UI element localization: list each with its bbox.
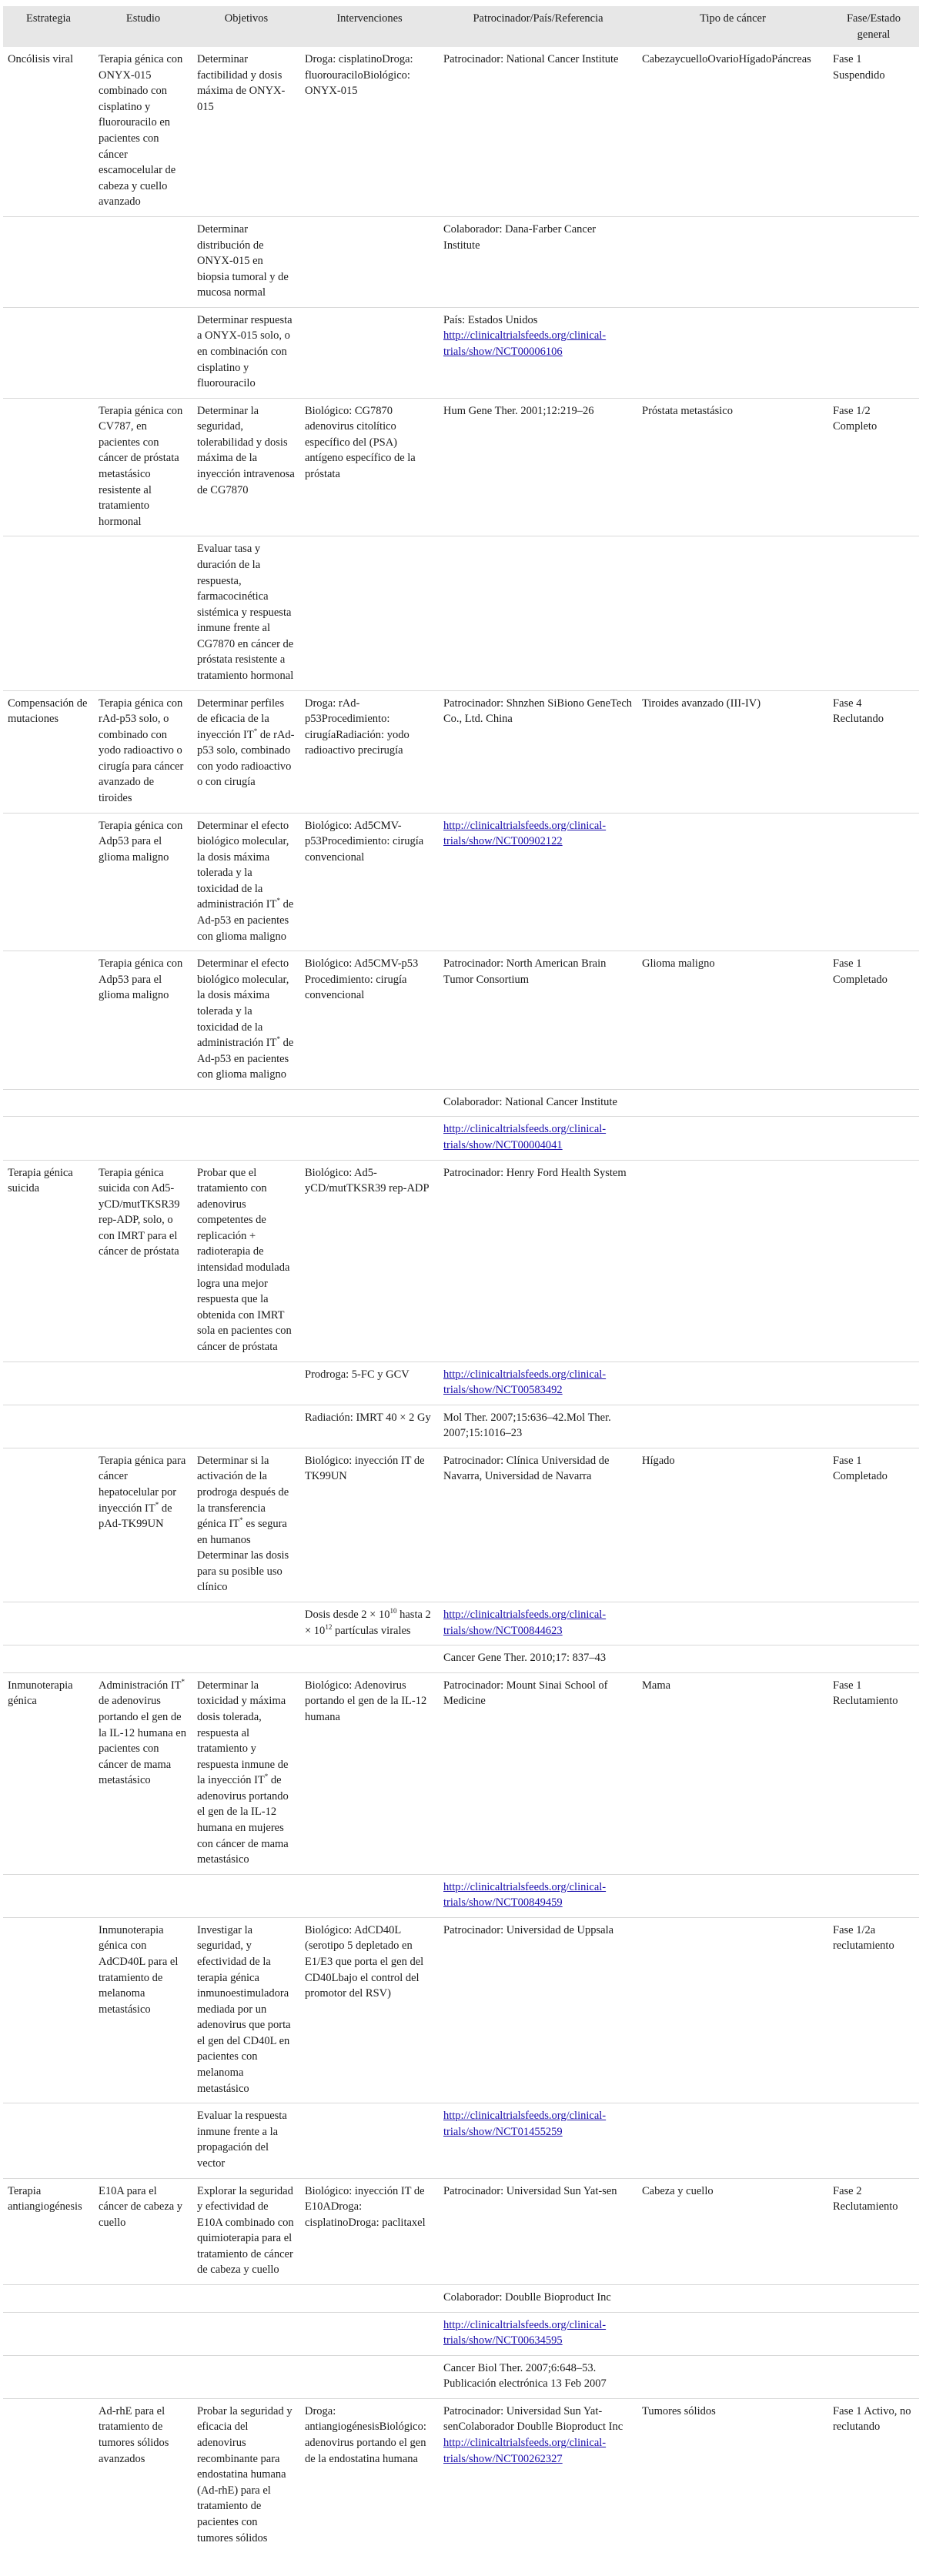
clinical-trials-table [3,6,919,2552]
table-row [3,536,919,690]
table-row [3,2285,919,2313]
table-row [3,1874,919,1917]
trial-link[interactable]: http://clinicaltrialsfeeds.org/clinical-trials/show/NCT00844623 [443,1609,607,1637]
cell-estrategia [3,1117,94,1160]
cell-intervenciones [300,1089,439,1117]
cell-estrategia [3,1602,94,1645]
cell-tipo-cancer [637,1602,828,1645]
trial-link[interactable]: http://clinicaltrialsfeeds.org/clinical-trials/show/NCT00004041 [443,1123,607,1151]
cell-intervenciones [300,2312,439,2355]
footnote-marker: * [264,1772,269,1781]
cell-patrocinador: Patrocinador: Universidad Sun Yat-sen [439,2178,637,2284]
cell-patrocinador: Patrocinador: Shnzhen SiBiono GeneTech Co., Ltd. China [439,690,637,813]
table-body [3,47,919,2552]
cell-estudio [94,1874,192,1917]
cell-objetivos: Determinar distribución de ONYX-015 en biopsia tumoral y de mucosa normal [192,216,300,307]
table-row [3,1405,919,1448]
table-row [3,951,919,1090]
cell-fase-estado [828,216,919,307]
cell-estudio: Inmunoterapia génica con AdCD40L para el tratamiento de melanoma metastásico [94,1917,192,2103]
cell-intervenciones: Prodroga: 5-FC y GCV [300,1362,439,1405]
cell-patrocinador: Colaborador: National Cancer Institute [439,1089,637,1117]
cell-estrategia [3,1645,94,1673]
cell-objetivos: Explorar la seguridad y efectividad de E10A combinado con quimioterapia para el tratamiento de cáncer de cabeza y cuello [192,2178,300,2284]
cell-intervenciones [300,1645,439,1673]
cell-estudio: Terapia génica con rAd-p53 solo, o combinado con yodo radioactivo o cirugía para cáncer avanzado de tiroides [94,690,192,813]
cell-intervenciones: Droga: antiangiogénesisBiológico: adenovirus portando el gen de la endostatina humana [300,2398,439,2552]
cell-intervenciones: Dosis desde $2 \times 10^{10}$ hasta $2 \times 10^{12}$ partículas virales [300,1602,439,1645]
cell-tipo-cancer [637,1117,828,1160]
header-patrocinador: Patrocinador/País/Referencia [439,6,637,47]
cell-patrocinador: Patrocinador: Universidad de Uppsala [439,1917,637,2103]
cell-intervenciones [300,2103,439,2178]
cell-objetivos [192,1645,300,1673]
cell-estudio: Terapia génica para cáncer hepatocelular por inyección IT* de pAd-TK99UN [94,1448,192,1602]
cell-objetivos [192,2312,300,2355]
cell-objetivos: Determinar si la activación de la prodroga después de la transferencia génica IT* es segura en humanos Determinar las dosis para su posible uso clínico [192,1448,300,1602]
cell-intervenciones: Droga: rAd-p53Procedimiento: cirugíaRadiación: yodo radioactivo precirugía [300,690,439,813]
cell-patrocinador: País: Estados Unidos http://clinicaltrialsfeeds.org/clinical-trials/show/NCT00006106 [439,307,637,398]
table-row [3,216,919,307]
cell-estrategia [3,1405,94,1448]
cell-patrocinador [439,2312,637,2355]
cell-fase-estado [828,1874,919,1917]
cell-patrocinador: Hum Gene Ther. 2001;12:219–26 [439,398,637,536]
cell-intervenciones [300,1117,439,1160]
footnote-marker: * [253,727,258,735]
cell-estudio [94,1645,192,1673]
cell-patrocinador [439,536,637,690]
footnote-marker: * [155,1500,159,1509]
cell-objetivos: Evaluar la respuesta inmune frente a la propagación del vector [192,2103,300,2178]
cell-objetivos: Determinar el efecto biológico molecular, la dosis máxima tolerada y la toxicidad de la administración IT* de Ad-p53 en pacientes con glioma maligno [192,951,300,1090]
cell-objetivos: Determinar respuesta a ONYX-015 solo, o en combinación con cisplatino y fluorouracilo [192,307,300,398]
cell-patrocinador [439,813,637,951]
cell-estudio [94,307,192,398]
cell-objetivos: Determinar perfiles de eficacia de la inyección IT* de rAd-p53 solo, combinado con yodo radioactivo o con cirugía [192,690,300,813]
cell-fase-estado [828,1089,919,1117]
cell-patrocinador [439,2103,637,2178]
cell-intervenciones: Biológico: Ad5CMV-p53 Procedimiento: cirugía convencional [300,951,439,1090]
cell-estrategia [3,2398,94,2552]
cell-tipo-cancer [637,1089,828,1117]
cell-intervenciones: Biológico: inyección IT de E10ADroga: cisplatinoDroga: paclitaxel [300,2178,439,2284]
trial-link[interactable]: http://clinicaltrialsfeeds.org/clinical-trials/show/NCT01455259 [443,2110,607,2138]
cell-fase-estado [828,1160,919,1362]
cell-estrategia [3,951,94,1090]
cell-fase-estado [828,1117,919,1160]
cell-patrocinador: Colaborador: Dana-Farber Cancer Institute [439,216,637,307]
table-row [3,307,919,398]
footnote-marker: * [276,897,280,905]
cell-intervenciones: Biológico: AdCD40L (serotipo 5 depletado en E1/E3 que porta el gen del CD40Lbajo el control del promotor del RSV) [300,1917,439,2103]
cell-objetivos: Investigar la seguridad, y efectividad de la terapia génica inmunoestimuladora mediada por un adenovirus que porta el gen del CD40L en pacientes con melanoma metastásico [192,1917,300,2103]
cell-tipo-cancer [637,813,828,951]
cell-patrocinador: Patrocinador: North American Brain Tumor Consortium [439,951,637,1090]
cell-fase-estado: Fase 1 Completado [828,951,919,1090]
table-row [3,2355,919,2398]
cell-tipo-cancer: Cabeza y cuello [637,2178,828,2284]
cell-tipo-cancer [637,2285,828,2313]
cell-estrategia [3,2355,94,2398]
cell-estrategia [3,2312,94,2355]
table-row [3,2178,919,2284]
cell-objetivos [192,2355,300,2398]
footnote-marker: * [181,1677,186,1686]
cell-estudio: Terapia génica con CV787, en pacientes con cáncer de próstata metastásico resistente al tratamiento hormonal [94,398,192,536]
cell-fase-estado: Fase 1 Completado [828,1448,919,1602]
trial-link[interactable]: http://clinicaltrialsfeeds.org/clinical-trials/show/NCT00583492 [443,1368,607,1397]
cell-intervenciones [300,1874,439,1917]
cell-fase-estado: Fase 1 Reclutamiento [828,1672,919,1874]
cell-objetivos [192,1089,300,1117]
cell-estrategia [3,813,94,951]
cell-intervenciones: Biológico: Ad5CMV-p53Procedimiento: cirugía convencional [300,813,439,951]
header-estrategia: Estrategia [3,6,94,47]
cell-estudio: E10A para el cáncer de cabeza y cuello [94,2178,192,2284]
cell-estudio: Terapia génica suicida con Ad5-yCD/mutTKSR39 rep-ADP, solo, o con IMRT para el cáncer de próstata [94,1160,192,1362]
table-row [3,1117,919,1160]
cell-objetivos [192,1874,300,1917]
table-row [3,1089,919,1117]
cell-intervenciones [300,307,439,398]
table-row [3,1645,919,1673]
cell-patrocinador: Patrocinador: National Cancer Institute [443,53,619,66]
cell-patrocinador [439,1874,637,1917]
cell-objetivos [192,1602,300,1645]
cell-intervenciones [300,2285,439,2313]
cell-intervenciones [300,216,439,307]
cell-estrategia [3,1874,94,1917]
cell-fase-estado [828,2285,919,2313]
cell-estudio [94,2103,192,2178]
table-row [3,2312,919,2355]
cell-fase-estado [828,1405,919,1448]
trial-link[interactable]: http://clinicaltrialsfeeds.org/clinical-trials/show/NCT00006106 [443,329,607,358]
cell-fase-estado: Fase 2 Reclutamiento [828,2178,919,2284]
cell-patrocinador: Patrocinador: Mount Sinai School of Medicine [439,1672,637,1874]
cell-patrocinador: Colaborador: Doublle Bioproduct Inc [439,2285,637,2313]
table-header-row [3,6,919,47]
cell-tipo-cancer [637,2103,828,2178]
cell-intervenciones: Biológico: Adenovirus portando el gen de la IL-12 humana [300,1672,439,1874]
cell-objetivos: Determinar la seguridad, tolerabilidad y dosis máxima de la inyección intravenosa de CG7870 [192,398,300,536]
cell-intervenciones: Biológico: CG7870 adenovirus citolítico específico del (PSA) antígeno específico de la próstata [300,398,439,536]
cell-tipo-cancer: CabezaycuelloOvarioHígadoPáncreas [642,53,811,66]
header-intervenciones: Intervenciones [300,6,439,47]
cell-estudio [94,2285,192,2313]
cell-estudio: Terapia génica con ONYX-015 combinado con cisplatino y fluorouracilo en pacientes con cáncer escamocelular de cabeza y cuello avanzado [99,53,183,209]
cell-fase-estado [828,1362,919,1405]
cell-fase-estado [828,1602,919,1645]
table-row [3,2398,919,2552]
cell-estudio [94,2355,192,2398]
cell-patrocinador: Mol Ther. 2007;15:636–42.Mol Ther. 2007;15:1016–23 [439,1405,637,1448]
header-objetivos: Objetivos [192,6,300,47]
cell-estudio: Terapia génica con Adp53 para el glioma maligno [94,813,192,951]
cell-patrocinador: Patrocinador: Clínica Universidad de Navarra, Universidad de Navarra [439,1448,637,1602]
cell-estrategia: Inmunoterapia génica [3,1672,94,1874]
cell-intervenciones: Radiación: IMRT 40 × 2 Gy [300,1405,439,1448]
cell-estrategia [3,536,94,690]
cell-patrocinador: Patrocinador: Henry Ford Health System [439,1160,637,1362]
cell-fase-estado [828,1645,919,1673]
cell-objetivos: Determinar la toxicidad y máxima dosis tolerada, respuesta al tratamiento y respuesta inmune de la inyección IT* de adenovirus portando el gen de la IL-12 humana en mujeres con cáncer de mama metastásico [192,1672,300,1874]
cell-estudio: Ad-rhE para el tratamiento de tumores sólidos avanzados [94,2398,192,2552]
cell-tipo-cancer [637,1362,828,1405]
cell-estudio: Terapia génica con Adp53 para el glioma maligno [94,951,192,1090]
cell-tipo-cancer: Próstata metastásico [637,398,828,536]
cell-fase-estado [828,536,919,690]
cell-objetivos [192,1405,300,1448]
cell-estrategia [3,1362,94,1405]
trial-link[interactable]: http://clinicaltrialsfeeds.org/clinical-trials/show/NCT00849459 [443,1880,607,1909]
cell-estrategia [3,398,94,536]
table-row [3,398,919,536]
cell-patrocinador [439,1362,637,1405]
cell-estrategia [3,1089,94,1117]
cell-intervenciones: Biológico: inyección IT de TK99UN [300,1448,439,1602]
header-tipo-cancer: Tipo de cáncer [637,6,828,47]
table-row [3,1448,919,1602]
cell-objetivos [192,2285,300,2313]
cell-estudio [94,216,192,307]
header-estudio: Estudio [94,6,192,47]
cell-fase-estado [828,2312,919,2355]
cell-tipo-cancer: Tiroides avanzado (III-IV) [637,690,828,813]
cell-patrocinador: Patrocinador: Universidad Sun Yat-senColaborador Doublle Bioproduct Inc http://clinicaltrialsfeeds.org/clinical-trials/show/NCT00262327 [439,2398,637,2552]
table-row [3,1917,919,2103]
cell-estrategia: Oncólisis viral [8,53,73,66]
cell-fase-estado: Fase 1/2a reclutamiento [828,1917,919,2103]
cell-intervenciones [300,536,439,690]
cell-tipo-cancer [637,1405,828,1448]
cell-tipo-cancer [637,1160,828,1362]
cell-tipo-cancer: Hígado [637,1448,828,1602]
cell-tipo-cancer: Glioma maligno [637,951,828,1090]
cell-tipo-cancer [637,2312,828,2355]
trial-link[interactable]: http://clinicaltrialsfeeds.org/clinical-trials/show/NCT00634595 [443,2318,607,2347]
table-row [3,1672,919,1874]
cell-fase-estado [828,2355,919,2398]
cell-estrategia [3,2103,94,2178]
cell-estrategia: Terapia génica suicida [3,1160,94,1362]
cell-fase-estado [828,813,919,951]
cell-patrocinador [439,1602,637,1645]
cell-fase-estado [828,2103,919,2178]
cell-objetivos [192,1362,300,1405]
cell-estudio: Administración IT* de adenovirus portando el gen de la IL-12 humana en pacientes con cáncer de mama metastásico [94,1672,192,1874]
cell-tipo-cancer [637,216,828,307]
cell-intervenciones: Biológico: Ad5-yCD/mutTKSR39 rep-ADP [300,1160,439,1362]
cell-intervenciones [300,2355,439,2398]
cell-tipo-cancer: Tumores sólidos [637,2398,828,2552]
cell-tipo-cancer [637,2355,828,2398]
cell-fase-estado: Fase 1/2 Completo [828,398,919,536]
table-row [3,1362,919,1405]
table-row [3,1160,919,1362]
cell-estrategia: Compensación de mutaciones [3,690,94,813]
cell-fase-estado: Fase 1 Suspendido [833,53,885,82]
cell-estudio [94,2312,192,2355]
cell-tipo-cancer [637,1645,828,1673]
cell-estudio [94,1362,192,1405]
cell-estrategia [3,216,94,307]
cell-fase-estado: Fase 4 Reclutando [828,690,919,813]
table-row [3,813,919,951]
cell-fase-estado [828,307,919,398]
footnote-marker: * [276,1035,280,1044]
cell-estudio [94,536,192,690]
cell-objetivos: Determinar el efecto biológico molecular, la dosis máxima tolerada y la toxicidad de la administración IT* de Ad-p53 en pacientes con glioma maligno [192,813,300,951]
cell-estrategia [3,2285,94,2313]
table-row [3,2103,919,2178]
cell-estrategia [3,1448,94,1602]
cell-intervenciones: Droga: cisplatinoDroga: fluorouraciloBiológico: ONYX-015 [305,53,413,98]
cell-estrategia: Terapia antiangiogénesis [3,2178,94,2284]
cell-estrategia [3,307,94,398]
cell-patrocinador: Cancer Biol Ther. 2007;6:648–53. Publicación electrónica 13 Feb 2007 [439,2355,637,2398]
cell-objetivos: Probar que el tratamiento con adenovirus competentes de replicación + radioterapia de intensidad modulada logra una mejor respuesta que la obtenida con IMRT sola en pacientes con cáncer de próstata [192,1160,300,1362]
table-row [3,690,919,813]
trial-link[interactable]: http://clinicaltrialsfeeds.org/clinical-trials/show/NCT00262327 [443,2437,607,2465]
cell-patrocinador [439,1117,637,1160]
header-fase-estado: Fase/Estado general [828,6,919,47]
cell-tipo-cancer [637,536,828,690]
cell-estrategia [3,1917,94,2103]
cell-objetivos: Probar la seguridad y eficacia del adenovirus recombinante para endostatina humana (Ad-rhE) para el tratamiento de pacientes con tumores sólidos [192,2398,300,2552]
table-row [3,1602,919,1645]
cell-objetivos: Evaluar tasa y duración de la respuesta, farmacocinética sistémica y respuesta inmune frente al CG7870 en cáncer de próstata resistente a tratamiento hormonal [192,536,300,690]
cell-estudio [94,1089,192,1117]
cell-tipo-cancer [637,307,828,398]
cell-objetivos: Determinar factibilidad y dosis máxima de ONYX-015 [197,53,286,113]
cell-patrocinador: Cancer Gene Ther. 2010;17: 837–43 [439,1645,637,1673]
cell-estudio [94,1602,192,1645]
cell-tipo-cancer [637,1874,828,1917]
cell-tipo-cancer [637,1917,828,2103]
cell-tipo-cancer: Mama [637,1672,828,1874]
cell-fase-estado: Fase 1 Activo, no reclutando [828,2398,919,2552]
table-row [3,47,919,216]
cell-objetivos [192,1117,300,1160]
footnote-marker: * [239,1516,243,1525]
cell-estudio [94,1405,192,1448]
cell-estudio [94,1117,192,1160]
trial-link[interactable]: http://clinicaltrialsfeeds.org/clinical-trials/show/NCT00902122 [443,819,607,848]
